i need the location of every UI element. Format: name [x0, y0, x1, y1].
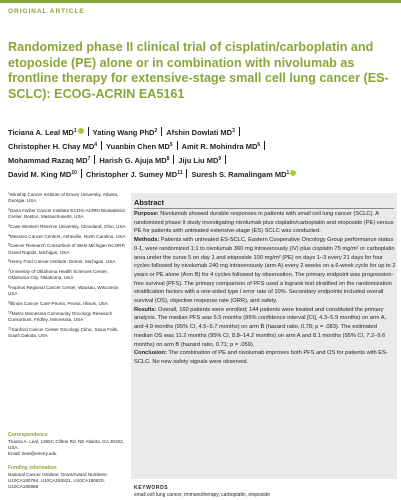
affiliation-ref: 9 [218, 156, 222, 163]
keywords-list: small cell lung cancer, immunotherapy, carboplatin, etoposide [134, 492, 271, 498]
affiliation-number: 11 [8, 326, 12, 331]
orcid-icon[interactable] [290, 170, 296, 176]
author-separator [264, 141, 265, 150]
affiliation-text: Messino Cancer Centers, Asheville, North Carolina, USA [9, 233, 126, 239]
author-separator [173, 155, 174, 164]
correspondence-address: Ticiana A. Leal, 1365C Clifton Rd, NE Atlanta, GA 30322, USA. [8, 439, 125, 451]
affiliation-number: 1 [8, 191, 10, 196]
affiliation-number: 9 [8, 300, 10, 305]
correspondence-heading: Correspondence [8, 432, 48, 438]
funding-body: National Cancer Institute, Grant/Award Numbers: U10CA180794, U10CA180821, U10CA180820, U10CA180868 [8, 472, 108, 490]
affiliation-number: 7 [8, 268, 10, 273]
abstract-results [134, 306, 396, 350]
abstract-divider [134, 208, 394, 209]
methods-label: Methods: [134, 237, 160, 244]
affiliation-number: 5 [8, 242, 10, 247]
affiliation-number: 10 [8, 310, 12, 315]
affiliation-ref: 10 [71, 170, 77, 177]
purpose-label: Purpose: [134, 211, 159, 217]
author-name[interactable]: Amit R. Mohindra MD [181, 142, 258, 152]
author-separator [186, 169, 187, 178]
author-name[interactable]: Afshin Dowlati MD [166, 128, 233, 137]
top-accent-rule [0, 0, 401, 3]
author-separator [161, 127, 162, 136]
abstract-heading: Abstract [134, 198, 164, 207]
affiliation-text: Winship Cancer Institute of Emory University, Atlanta, Georgia, USA [8, 192, 119, 204]
abstract-methods [134, 236, 396, 306]
affiliation-text: Illinois Cancer Care-Peoria, Peoria, Illinois, USA [9, 300, 108, 306]
affiliation-item [8, 311, 126, 323]
affiliation-ref: 4 [94, 142, 98, 149]
author-line-3 [8, 154, 398, 168]
author-line-1 [8, 126, 398, 140]
affiliation-ref: 5 [169, 142, 173, 149]
abstract-body [134, 210, 396, 367]
affiliation-ref: 8 [166, 156, 170, 163]
author-name[interactable]: Yuanbin Chen MD [106, 142, 170, 152]
author-name[interactable]: Christopher H. Chay MD [8, 142, 95, 152]
correspondence-email[interactable]: Email: tleal@emory.edu [8, 451, 57, 457]
affiliation-ref: 7 [87, 156, 91, 163]
affiliation-item [8, 192, 126, 204]
affiliation-ref: 1 [73, 128, 77, 134]
abstract-conclusion [134, 349, 396, 366]
affiliation-item [8, 259, 126, 265]
author-separator [101, 141, 102, 150]
author-name[interactable]: Christopher J. Sumey MD [85, 170, 178, 180]
affiliation-number: 4 [8, 233, 10, 238]
author-name[interactable]: David M. King MD [8, 170, 72, 180]
results-text: Overall, 160 patients were enrolled; 144 patients were treated and constituted the primary analysis. The median PFS was 5.5 months (95% confidence interval [CI], 4.3–5.9 months) on arm A, and 4.9 months (95% CI, 4.5–5.7 months) on arm B (hazard ratio, 0.78; p = .083). The estimated median OS was 11.2 months (95% CI, 8.8–14.2 months) on arm A and 8.1 months (95% CI, 7.2–9.6 months) on arm B (hazard ratio, 0.71; p = .059). [134, 306, 387, 348]
affiliation-number: 8 [8, 284, 10, 289]
affiliation-text: Aspirus Regional Cancer Center, Wausau, Wisconsin, USA [8, 285, 120, 297]
article-title: Randomized phase II clinical trial of cisplatin/carboplatin and etoposide (PE) alone or in combination with nivolumab as frontline therapy for extensive-stage small cell lung cancer (ES-SCLC): ECOG-ACRIN EA5161 [8, 40, 389, 101]
keywords-heading: KEYWORDS [134, 485, 169, 491]
author-separator [225, 155, 226, 164]
affiliation-item [8, 301, 126, 307]
author-line-2 [8, 140, 398, 154]
author-separator [94, 155, 95, 164]
author-separator [177, 141, 178, 150]
affiliation-item [8, 234, 126, 240]
methods-text: Patients with untreated ES-SCLC, Eastern Cooperative Oncology Group performance status 0-1, were randomized 1:1 to nivolumab 360 mg intravenously (IV) plus cisplatin 75 mg/m² or carboplatin area under the curve 5 on day 1 and etoposide 100 mg/m² (PE) on days 1–3 every 21 days for four cycles followed by nivolumab 240 mg intravenously (arm A) every 2 weeks on a 6-week cycle for up to 2 years or PE alone (Arm B) for 4 cycles followed by observation. The primary endpoint was progression-free survival (PFS). The primary comparison of PFS used a logrank test stratified on the randomization stratification factors with a one-sided type I error rate of 10%. Secondary endpoints included overall survival (OS), objective response rate (ORR), and safety. [134, 237, 396, 305]
author-list [8, 126, 398, 182]
author-separator [81, 169, 82, 178]
affiliation-ref: 2 [154, 128, 158, 134]
author-name[interactable]: Ticiana A. Leal MD [8, 128, 74, 137]
affiliation-list [8, 192, 126, 343]
affiliation-ref: 1 [286, 170, 290, 177]
results-label: Results: [134, 306, 157, 313]
author-separator [239, 127, 240, 136]
author-name[interactable]: Harish G. Ajuja MD [99, 156, 167, 166]
affiliation-item [8, 224, 126, 230]
affiliation-text: Sanford Cancer Center Oncology Clinic, Sioux Falls, South Dakota, USA [8, 326, 119, 338]
conclusion-text: The combination of PE and nivolumab improves both PFS and OS for patients with ES-SCLC. No new safety signals were observed. [134, 350, 388, 365]
affiliation-number: 6 [8, 258, 10, 263]
author-line-4 [8, 168, 398, 182]
affiliation-text: Henry Ford Cancer Institute, Detroit, Michigan, USA [9, 259, 116, 265]
conclusion-label: Conclusion: [134, 350, 167, 357]
affiliation-text: University of Oklahoma Health Sciences Center, Oklahoma City, Oklahoma, USA [8, 269, 108, 281]
correspondence-body [8, 439, 126, 457]
affiliation-number: 2 [8, 207, 10, 212]
purpose-text: Nivolumab showed durable responses in patients with small cell lung cancer (SCLC). A randomized phase II study investigating nivolumab plus cisplatin/carboplatin and etoposide (PE) versus PE for patients with untreated extensive-stage (ES) SCLC was conducted. [134, 211, 394, 235]
abstract-purpose [134, 210, 396, 236]
orcid-icon[interactable] [78, 128, 84, 134]
affiliation-text: Dana Farber Cancer Institute ECOG-ACRIN Biostatistics Center, Boston, Massachusetts, USA [8, 207, 126, 219]
affiliation-text: Cancer Research Consortium of West Michigan NCORP, Grand Rapids, Michigan, USA [8, 243, 126, 255]
affiliation-text: Metro Minnesota Community Oncology Research Consortium, Fridley, Minnesota, USA [8, 310, 113, 322]
funding-heading: Funding information [8, 465, 57, 471]
affiliation-number: 3 [8, 223, 10, 228]
author-separator [88, 127, 89, 136]
affiliation-item [8, 269, 126, 281]
author-name[interactable]: Mohammad Razaq MD [8, 156, 88, 166]
affiliation-ref: 6 [257, 142, 261, 149]
affiliation-ref: 11 [177, 170, 183, 177]
author-name[interactable]: Jiju Liu MD [178, 156, 219, 166]
author-name[interactable]: Suresh S. Ramalingam MD [191, 170, 287, 180]
article-type-label: ORIGINAL ARTICLE [8, 8, 85, 15]
affiliation-item [8, 285, 126, 297]
affiliation-item [8, 208, 126, 220]
author-name[interactable]: Yating Wang PhD [92, 128, 155, 137]
affiliation-ref: 3 [232, 128, 235, 134]
affiliation-text: Case Western Reserve University, Cleveland, Ohio, USA [9, 223, 126, 229]
affiliation-item [8, 327, 126, 339]
affiliation-item [8, 243, 126, 255]
